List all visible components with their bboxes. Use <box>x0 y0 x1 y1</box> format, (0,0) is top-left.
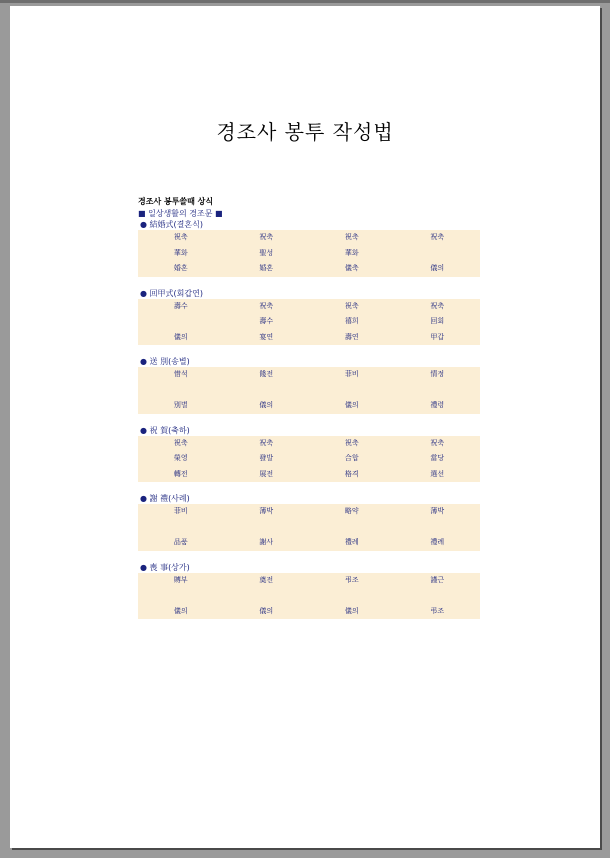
grid-cell <box>395 383 481 399</box>
grid-cell: 謝사 <box>259 538 274 546</box>
grid-cell: 當당 <box>430 454 445 462</box>
grid-cell: 祝축 <box>259 301 274 310</box>
grid-cell <box>138 588 224 604</box>
page-title: 경조사 봉투 작성법 <box>216 120 394 144</box>
grid-cell: 祝축 <box>344 301 359 310</box>
section-block <box>138 493 480 551</box>
grid-cell: 祝축 <box>173 233 188 241</box>
grid-cell: 品품 <box>173 538 188 546</box>
grid-cell: 薄박 <box>259 507 274 515</box>
grid-cell: 選선 <box>430 469 445 478</box>
section-block <box>138 562 480 620</box>
grid-cell: 儀의 <box>344 401 359 409</box>
window-top-border <box>0 0 610 3</box>
grid-cell: 祝축 <box>173 438 188 447</box>
grid-cell: 祝축 <box>430 233 445 241</box>
grid-cell: 婚혼 <box>259 264 274 272</box>
grid-cell <box>224 520 310 536</box>
grid-cell <box>138 314 224 330</box>
section-label: ● 回甲式(회갑연) <box>140 288 203 298</box>
grid-cell: 菲비 <box>344 370 359 378</box>
grid-cell <box>224 383 310 399</box>
document-heading: ■ 일상생활의 경조문 ■ <box>138 209 223 218</box>
document-content <box>138 196 480 619</box>
grid-cell: 格격 <box>344 469 359 478</box>
grid-cell: 甲갑 <box>430 332 445 341</box>
grid-cell: 惜석 <box>173 370 188 378</box>
grid-cell: 儀의 <box>430 264 445 272</box>
grid-cell: 別별 <box>173 401 188 409</box>
grid-cell: 儀의 <box>173 606 188 615</box>
grid-cell: 祝축 <box>259 438 274 447</box>
grid-cell: 婚혼 <box>173 264 188 272</box>
grid-cell: 合합 <box>344 454 359 462</box>
grid-cell: 菲비 <box>173 507 188 515</box>
section-block <box>138 425 480 483</box>
grid-cell: 祝축 <box>430 301 445 310</box>
grid-cell: 壽수 <box>173 301 188 310</box>
section-label: ● 結婚式(결혼식) <box>140 220 203 229</box>
grid-cell: 情정 <box>430 370 445 378</box>
grid-cell <box>309 520 395 536</box>
grid-cell <box>138 383 224 399</box>
grid-cell <box>309 588 395 604</box>
grid-cell: 禮례 <box>430 538 445 546</box>
grid-cell: 榮영 <box>173 454 188 462</box>
section-grid <box>138 230 480 277</box>
document-page <box>10 6 600 848</box>
grid-cell: 弔조 <box>344 575 359 584</box>
section-block <box>138 288 480 346</box>
section-label: ● 送 別(송별) <box>140 357 190 366</box>
section-label: ● 喪 事(상가) <box>140 562 190 572</box>
grid-cell: 謹근 <box>430 575 445 584</box>
grid-cell: 奠전 <box>259 575 274 584</box>
grid-cell: 賻부 <box>173 575 188 584</box>
grid-cell: 轉전 <box>173 469 188 478</box>
grid-cell: 禮령 <box>430 401 445 409</box>
grid-cell: 弔조 <box>430 606 445 615</box>
section-grid <box>138 436 480 483</box>
grid-cell: 儀의 <box>344 606 359 615</box>
grid-cell: 祝축 <box>430 438 445 447</box>
grid-cell: 宴연 <box>259 332 274 341</box>
grid-cell <box>395 588 481 604</box>
section-grid <box>138 299 480 346</box>
section-grid <box>138 504 480 551</box>
grid-cell: 發발 <box>259 454 274 462</box>
grid-cell: 壽연 <box>344 332 359 341</box>
grid-cell <box>309 383 395 399</box>
grid-cell: 祝축 <box>259 233 274 241</box>
section-label: ● 謝 禮(사례) <box>140 494 190 503</box>
grid-cell: 回회 <box>430 317 445 325</box>
sections-container <box>138 219 480 619</box>
grid-cell <box>138 520 224 536</box>
grid-cell: 儀의 <box>173 332 188 341</box>
grid-cell: 華화 <box>173 248 188 257</box>
grid-cell: 禮례 <box>344 538 359 546</box>
section-grid <box>138 367 480 414</box>
section-block <box>138 356 480 414</box>
grid-cell: 儀의 <box>259 606 274 615</box>
grid-cell <box>395 246 481 262</box>
grid-cell: 祝축 <box>344 233 359 241</box>
grid-cell: 壽수 <box>259 317 274 325</box>
section-label: ● 祝 賀(축하) <box>140 425 190 435</box>
grid-cell: 餞전 <box>259 370 274 378</box>
grid-cell: 禧희 <box>344 317 359 325</box>
section-block <box>138 219 480 277</box>
grid-cell <box>395 520 481 536</box>
grid-cell: 華화 <box>344 248 359 257</box>
grid-cell: 聖성 <box>259 248 274 257</box>
document-subtitle: 경조사 봉투쓸때 상식 <box>138 197 214 206</box>
grid-cell: 儀축 <box>344 264 359 272</box>
grid-cell: 祝축 <box>344 438 359 447</box>
section-grid <box>138 573 480 620</box>
grid-cell <box>224 588 310 604</box>
grid-cell: 薄박 <box>430 507 445 515</box>
grid-cell: 展전 <box>259 469 274 478</box>
grid-cell: 儀의 <box>259 401 274 409</box>
grid-cell: 略약 <box>344 507 359 515</box>
